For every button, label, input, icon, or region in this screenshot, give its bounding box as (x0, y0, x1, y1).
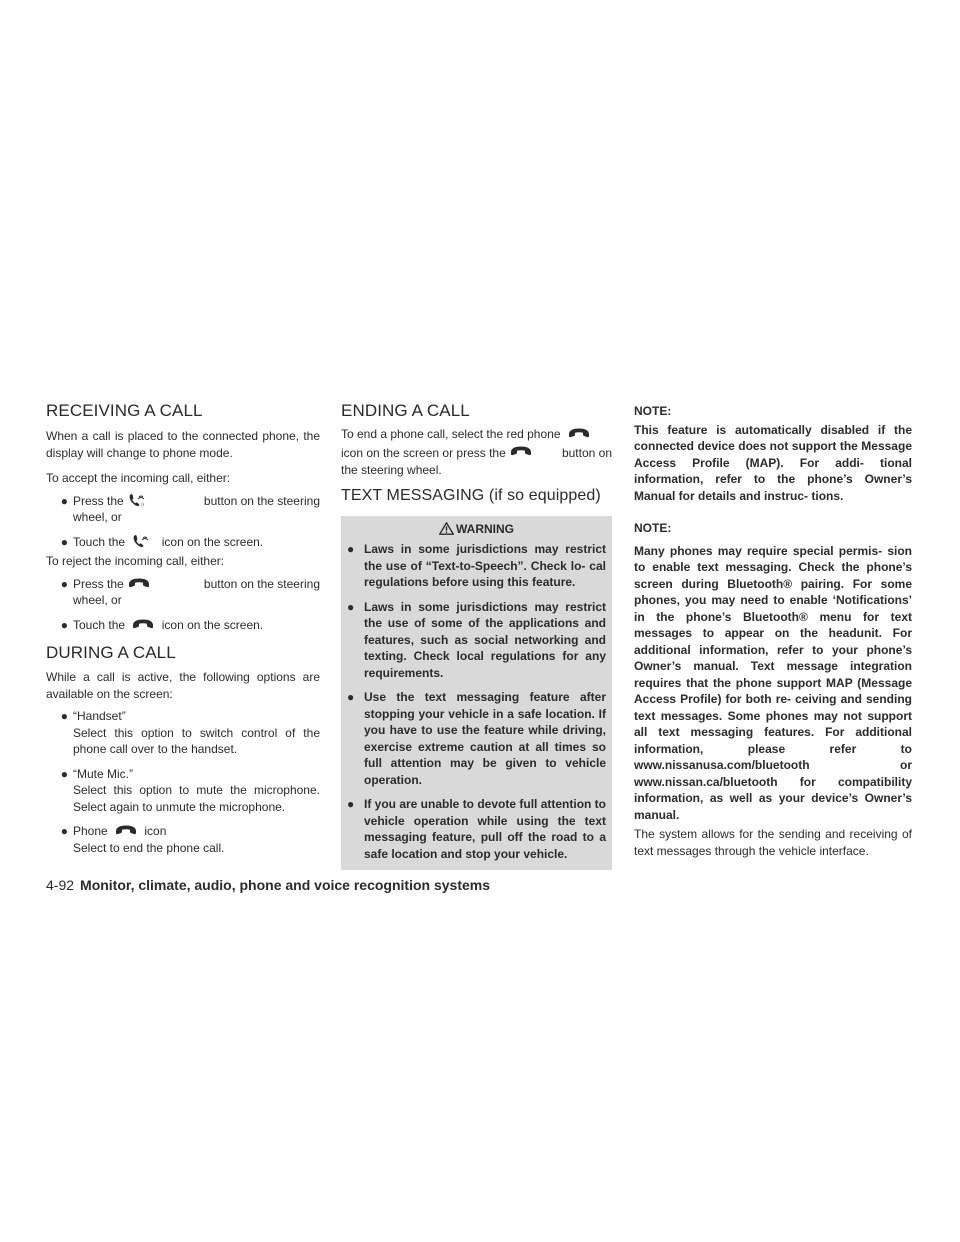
accept2-text-a: Touch the (73, 534, 126, 549)
accept-option-touch (46, 534, 320, 551)
heading-text-messaging: TEXT MESSAGING (if so equipped) (341, 487, 601, 504)
column-middle (341, 401, 612, 870)
reject1-text-c: wheel, or (73, 593, 122, 607)
bullet: ● (60, 534, 68, 549)
option-phone-desc: Select to end the phone call. (73, 840, 225, 855)
note-block (634, 543, 912, 824)
heading-ending-a-call: ENDING A CALL (341, 401, 470, 420)
reject1-text-b: button on the steering (203, 576, 320, 591)
warning-item (347, 796, 606, 862)
phone-answer-icon (127, 493, 151, 507)
option-phone-icon (46, 823, 320, 856)
ending-text (341, 425, 612, 477)
reject2-text-a: Touch the (73, 617, 126, 632)
bullet: ● (60, 824, 68, 838)
accept2-text-b: icon on the screen. (161, 534, 264, 549)
warning-item (347, 689, 606, 788)
option-mute-title: “Mute Mic.” (73, 766, 133, 781)
note-text: Many phones may require special permis- sion to enable text messaging. Check the phone’s screen during Bluetooth® pairing. For some phones, you may need to enable ‘Notifications’ in the phone’s Bluetooth® menu for text messages to appear on the headunit. For additional information, refer to your phone’s Owner’s manual. Text message integration requires that the phone support MAP (Message Access Profile) for both re- ceiving and sending text messages. Some phones may not support all text messaging features. For additional information, please refer to www.nissanusa.com/bluetooth or www.nissan.ca/bluetooth for compatibility information, as well as your device’s Owner’s manual. (634, 543, 912, 822)
accept1-text-b: button on the steering (203, 493, 320, 508)
warning-text: Laws in some jurisdictions may restrict the use of some of the applications and features, such as social networking and texting. Check local regulations for any requirements. (364, 599, 606, 680)
warning-title (347, 516, 606, 541)
ending-text-b: icon on the screen or press the (341, 446, 506, 460)
bullet: ● (347, 690, 355, 704)
option-phone-text-b: icon (144, 824, 167, 838)
phone-hangup-icon (567, 426, 591, 440)
ending-text-c: button on (561, 446, 612, 460)
option-handset-desc: Select this option to switch control of the phone call over to the handset. (73, 725, 320, 756)
closing-paragraph: The system allows for the sending and receiving of text messages through the vehicle interface. (634, 827, 912, 858)
reject-label: To reject the incoming call, either: (46, 554, 225, 568)
column-right (634, 401, 912, 859)
heading-receiving-a-call: RECEIVING A CALL (46, 401, 203, 420)
accept1-text-c: wheel, or (73, 510, 122, 524)
receiving-intro: When a call is placed to the connected phone, the display will change to phone mode. (46, 429, 320, 460)
note-block (634, 422, 912, 505)
bullet: ● (60, 493, 68, 508)
page-number: 4-92 (46, 877, 75, 893)
reject-option-touch (46, 617, 320, 634)
bullet: ● (60, 617, 68, 632)
option-handset (46, 708, 320, 758)
warning-item (347, 541, 606, 591)
warning-triangle-icon (439, 522, 454, 535)
warning-box (341, 516, 612, 870)
ending-text-a: To end a phone call, select the red phone (341, 427, 561, 441)
heading-during-a-call: DURING A CALL (46, 643, 176, 662)
column-left (46, 401, 320, 864)
chapter-title: Monitor, climate, audio, phone and voice recognition systems (80, 877, 490, 893)
warning-text: If you are unable to devote full attention to vehicle operation while using the text messaging feature, pull off the road to a safe location and stop your vehicle. (364, 797, 607, 861)
option-mute-desc: Select this option to mute the microphone. Select again to unmute the microphone. (73, 783, 320, 814)
bullet: ● (347, 797, 355, 811)
note-label: NOTE: (634, 404, 672, 418)
ending-text-d: the steering wheel. (341, 463, 442, 477)
reject1-text-a: Press the (73, 576, 124, 591)
option-handset-title: “Handset” (73, 709, 126, 723)
accept-label: To accept the incoming call, either: (46, 471, 231, 485)
warning-text: Laws in some jurisdictions may restrict the use of “Text-to-Speech”. Check lo- cal regulations before using this feature. (364, 542, 606, 589)
reject2-text-b: icon on the screen. (161, 617, 264, 632)
bullet: ● (60, 576, 68, 591)
warning-text: Use the text messaging feature after stopping your vehicle in a safe location. If you have to use the feature while driving, exercise extreme caution at all times so full attention may be given to vehicle operation. (364, 690, 606, 787)
svg-text:)): )) (140, 501, 144, 507)
warning-title-text: WARNING (456, 522, 514, 536)
bullet: ● (347, 542, 355, 556)
phone-answer-icon (131, 534, 155, 548)
reject-option-press (46, 576, 320, 609)
phone-hangup-icon (127, 576, 151, 590)
accept1-text-a: Press the (73, 493, 124, 508)
option-phone-text-a: Phone (73, 824, 108, 838)
note-text: This feature is automatically disabled if the connected device does not support the Message Access Profile (MAP). For addi- tional information, refer to the phone’s Owner’s Manual for details and instruc- tions. (634, 422, 912, 503)
note-label: NOTE: (634, 521, 672, 535)
bullet: ● (60, 766, 68, 781)
warning-item (347, 599, 606, 682)
bullet: ● (60, 709, 68, 723)
phone-hangup-icon (114, 823, 138, 837)
during-intro: While a call is active, the following options are available on the screen: (46, 670, 320, 701)
phone-hangup-icon (131, 617, 155, 631)
option-mute-mic (46, 766, 320, 816)
bullet: ● (347, 599, 355, 614)
accept-option-press (46, 493, 320, 526)
phone-hangup-icon (509, 444, 533, 458)
page-footer (46, 877, 490, 893)
